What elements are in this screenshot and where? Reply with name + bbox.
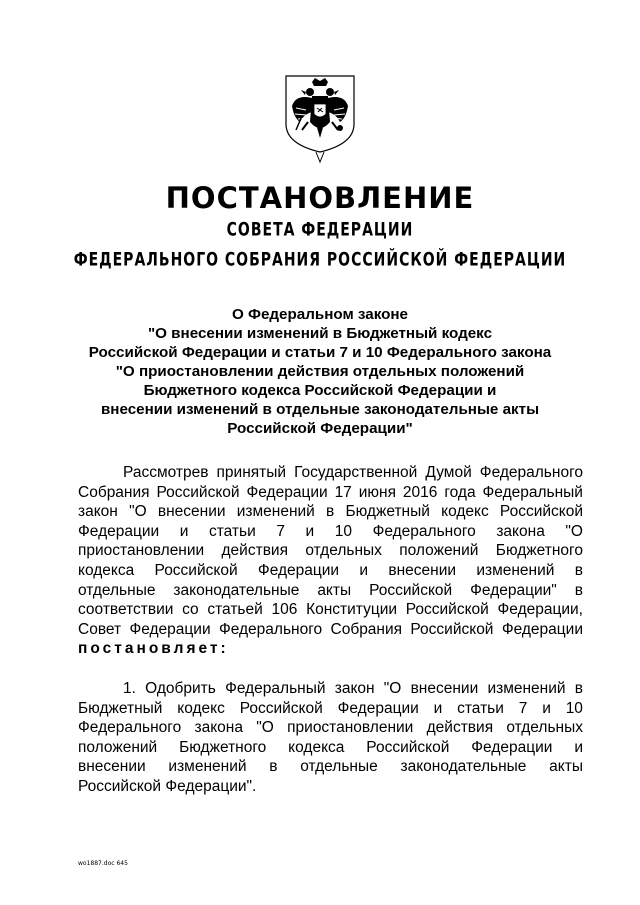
word: Российской bbox=[405, 601, 489, 619]
word: Бюджетного bbox=[179, 738, 267, 756]
preamble-paragraph bbox=[78, 463, 583, 659]
resolution-item-1 bbox=[78, 679, 583, 797]
document-title: ПОСТАНОВЛЕНИЕ bbox=[165, 181, 475, 215]
word: Федерального bbox=[372, 522, 476, 540]
text-line bbox=[78, 522, 583, 542]
word: в bbox=[574, 561, 583, 579]
word: Федерации bbox=[501, 620, 583, 638]
coat-of-arms-emblem bbox=[282, 72, 358, 164]
word: Федеральный bbox=[225, 680, 326, 697]
word: статьи bbox=[457, 699, 504, 717]
text-line bbox=[78, 581, 583, 601]
word: в bbox=[574, 680, 583, 697]
word: Федерации bbox=[471, 738, 553, 756]
word: 7 bbox=[518, 699, 528, 717]
word: статьи bbox=[208, 522, 256, 540]
word: Российской bbox=[369, 581, 453, 599]
word: и bbox=[542, 699, 551, 717]
word: закона bbox=[496, 522, 545, 540]
word: "О bbox=[565, 522, 583, 540]
word: Бюджетного bbox=[495, 542, 583, 560]
word: принятый bbox=[216, 464, 287, 481]
word: положений bbox=[399, 542, 479, 560]
word: Российской bbox=[366, 738, 450, 756]
word: приостановлении bbox=[78, 542, 205, 560]
word: приостановлении bbox=[287, 719, 414, 737]
text-line bbox=[78, 600, 583, 620]
word: со bbox=[182, 601, 199, 619]
text-line bbox=[78, 561, 583, 581]
word: кодекс bbox=[441, 503, 489, 521]
text-line bbox=[78, 541, 583, 561]
word: положений bbox=[78, 738, 158, 756]
word: действия bbox=[426, 719, 494, 737]
text-line: Российской Федерации". bbox=[78, 777, 257, 795]
word: отдельных bbox=[305, 542, 382, 560]
word: Российской bbox=[499, 503, 583, 521]
word: Федерации bbox=[337, 699, 419, 717]
subject-line: внесении изменений в отдельные законодательные акты bbox=[100, 401, 540, 418]
word: изменений bbox=[487, 680, 566, 697]
word: 1. bbox=[123, 680, 136, 697]
word: изменений bbox=[236, 503, 315, 521]
document-code: wo1887.doc 645 bbox=[78, 860, 128, 867]
word: 10 bbox=[565, 699, 583, 717]
word: и bbox=[433, 699, 443, 717]
word: в bbox=[326, 503, 335, 521]
word: Федерации, bbox=[497, 601, 583, 619]
word: Российской bbox=[154, 561, 238, 579]
word: и bbox=[574, 738, 583, 756]
word: Российской bbox=[410, 620, 494, 638]
word: Думой bbox=[425, 464, 472, 481]
subject-line: Бюджетного кодекса Российской Федерации и bbox=[143, 382, 497, 399]
text-line bbox=[78, 483, 583, 503]
subject-line: "О приостановлении действия отдельных положений bbox=[115, 363, 525, 380]
word: "О bbox=[256, 719, 274, 737]
word: кодекса bbox=[288, 738, 345, 756]
word: Федеральный bbox=[482, 483, 583, 501]
word: Одобрить bbox=[145, 680, 216, 697]
word: соответствии bbox=[78, 601, 174, 619]
word: Рассмотрев bbox=[123, 464, 209, 481]
word: Федерального bbox=[78, 719, 182, 737]
word: законодательные bbox=[173, 581, 300, 599]
word: Федерации bbox=[246, 483, 328, 501]
decision-word: постановляет: bbox=[78, 640, 229, 658]
word: Государственной bbox=[294, 464, 418, 481]
word: кодекса bbox=[78, 561, 135, 579]
text-line bbox=[78, 718, 583, 738]
word: закон bbox=[334, 680, 375, 697]
word: отдельных bbox=[506, 719, 583, 737]
text-line bbox=[78, 699, 583, 719]
word: Федерального bbox=[479, 464, 583, 481]
word: внесении bbox=[157, 503, 226, 521]
word: закона bbox=[194, 719, 243, 737]
word: и bbox=[179, 522, 189, 540]
subject-line: "О внесении изменений в Бюджетный кодекс bbox=[147, 325, 493, 342]
word: 17 bbox=[334, 483, 352, 501]
word: акты bbox=[317, 581, 352, 599]
word: года bbox=[444, 483, 476, 501]
word: июня bbox=[358, 483, 396, 501]
word: закон bbox=[78, 503, 118, 521]
word: Собрания bbox=[330, 620, 403, 638]
word: отдельные bbox=[78, 581, 156, 599]
word: 7 bbox=[276, 522, 285, 540]
word: Бюджетный bbox=[345, 503, 430, 521]
word: внесении bbox=[410, 680, 479, 697]
word: Российской bbox=[239, 699, 323, 717]
word: изменений bbox=[476, 561, 555, 579]
word: акты bbox=[549, 758, 583, 776]
word: "О bbox=[383, 680, 402, 697]
word: Федерации bbox=[257, 561, 340, 579]
issuer-line-1: СОВЕТА ФЕДЕРАЦИИ bbox=[226, 219, 414, 241]
word: Федерации" bbox=[470, 581, 557, 599]
word: Федерации bbox=[78, 522, 160, 540]
word: Конституции bbox=[306, 601, 398, 619]
word: Федерации bbox=[129, 620, 211, 638]
word: Федерального bbox=[218, 620, 323, 638]
word: "О bbox=[129, 503, 147, 521]
subject-line: Российской Федерации и статьи 7 и 10 Федерального закона bbox=[88, 344, 552, 361]
word: отдельные bbox=[300, 758, 378, 776]
word: в bbox=[574, 581, 583, 599]
issuer-line-2: ФЕДЕРАЛЬНОГО СОБРАНИЯ РОССИЙСКОЙ ФЕДЕРАЦИИ bbox=[73, 249, 567, 271]
text-line bbox=[78, 463, 583, 483]
text-line bbox=[78, 679, 583, 699]
word: внесении bbox=[388, 561, 457, 579]
word: Бюджетный bbox=[78, 699, 163, 717]
word: 2016 bbox=[402, 483, 438, 501]
word: и bbox=[359, 561, 369, 579]
text-line bbox=[78, 620, 583, 640]
word: изменений bbox=[168, 758, 247, 776]
word: законодательные bbox=[400, 758, 527, 776]
subject-line: О Федеральном законе bbox=[231, 306, 409, 323]
text-line bbox=[78, 502, 583, 522]
word: кодекс bbox=[177, 699, 225, 717]
word: действия bbox=[221, 542, 288, 560]
text-line bbox=[78, 738, 583, 758]
document-subject bbox=[40, 305, 600, 438]
word: и bbox=[305, 522, 315, 540]
word: Российской bbox=[156, 483, 240, 501]
word: Собрания bbox=[78, 483, 150, 501]
subject-line: Российской Федерации" bbox=[227, 420, 413, 437]
word: Совет bbox=[78, 620, 122, 638]
word: статьей bbox=[207, 601, 263, 619]
word: 10 bbox=[334, 522, 352, 540]
text-line bbox=[78, 757, 583, 777]
word: внесении bbox=[78, 758, 146, 776]
word: 106 bbox=[271, 601, 298, 619]
word: в bbox=[269, 758, 278, 776]
